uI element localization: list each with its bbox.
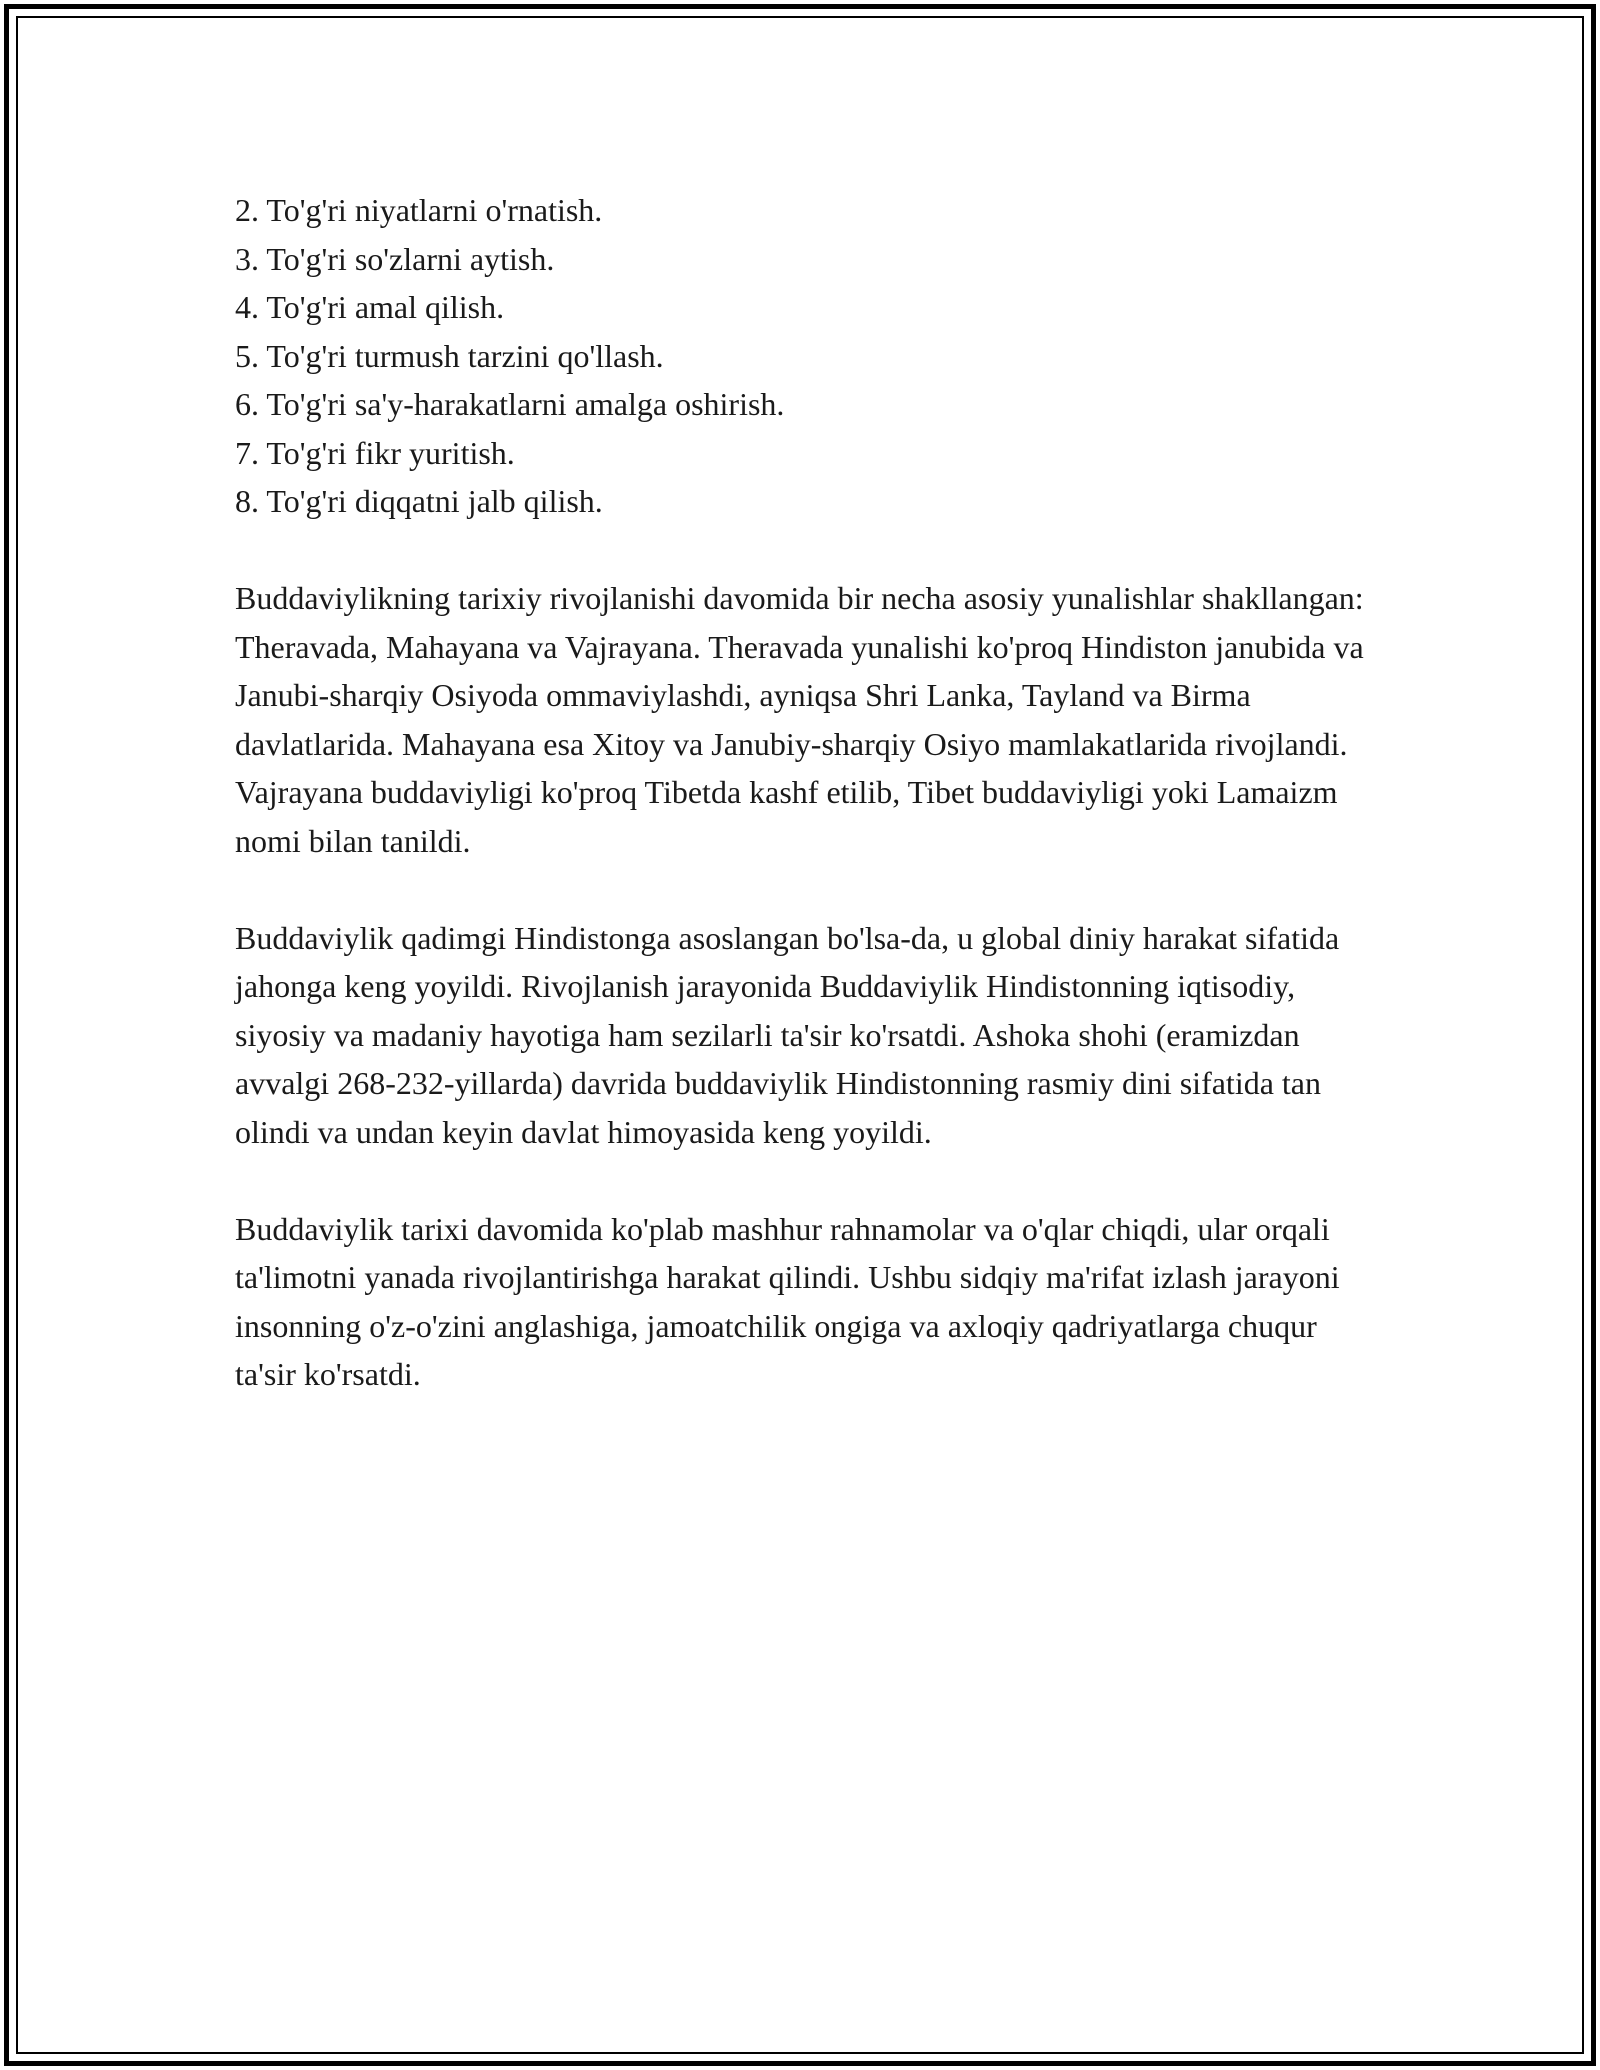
paragraph-teachers: Buddaviylik tarixi davomida ko'plab mashhur rahnamolar va o'qlar chiqdi, ular orqali ta'limotni yanada rivojlantirishga harakat qilindi. Ushbu sidqiy ma'rifat izlash jarayoni insonning o'z-o'zini anglashiga, jamoatchilik ongiga va axloqiy qadriyatlarga chuqur ta'sir ko'rsatdi.: [235, 1210, 1340, 1392]
list-item: 4. To'g'ri amal qilish.: [235, 289, 505, 325]
numbered-list: [235, 186, 1365, 526]
list-item: 2. To'g'ri niyatlarni o'rnatish.: [235, 192, 603, 228]
paragraph-branches: Buddaviylikning tarixiy rivojlanishi davomida bir necha asosiy yunalishlar shakllangan: Theravada, Mahayana va Vajrayana. Theravada yunalishi ko'proq Hindiston janubida va Janubi-sharqiy Osiyoda ommaviylashdi, ayniqsa Shri Lanka, Tayland va Birma davlatlarida. Mahayana esa Xitoy va Janubiy-sharqiy Osiyo mamlakatlarida rivojlandi. Vajrayana buddaviyligi ko'proq Tibetda kashf etilib, Tibet buddaviyligi yoki Lamaizm nomi bilan tanildi.: [235, 580, 1364, 859]
list-item: 3. To'g'ri so'zlarni aytish.: [235, 240, 555, 277]
document-body: [235, 186, 1365, 1399]
list-item: 5. To'g'ri turmush tarzini qo'llash.: [235, 337, 664, 374]
list-item: 8. To'g'ri diqqatni jalb qilish.: [235, 483, 603, 519]
paragraph-spread: Buddaviylik qadimgi Hindistonga asoslangan bo'lsa-da, u global diniy harakat sifatida jahonga keng yoyildi. Rivojlanish jarayonida Buddaviylik Hindistonning iqtisodiy, siyosiy va madaniy hayotiga ham sezilarli ta'sir ko'rsatdi. Ashoka shohi (eramizdan avvalgi 268-232-yillarda) davrida buddaviylik Hindistonning rasmiy dini sifatida tan olindi va undan keyin davlat himoyasida keng yoyildi.: [235, 919, 1340, 1150]
list-item: 6. To'g'ri sa'y-harakatlarni amalga oshirish.: [235, 386, 785, 422]
list-item: 7. To'g'ri fikr yuritish.: [235, 434, 515, 471]
